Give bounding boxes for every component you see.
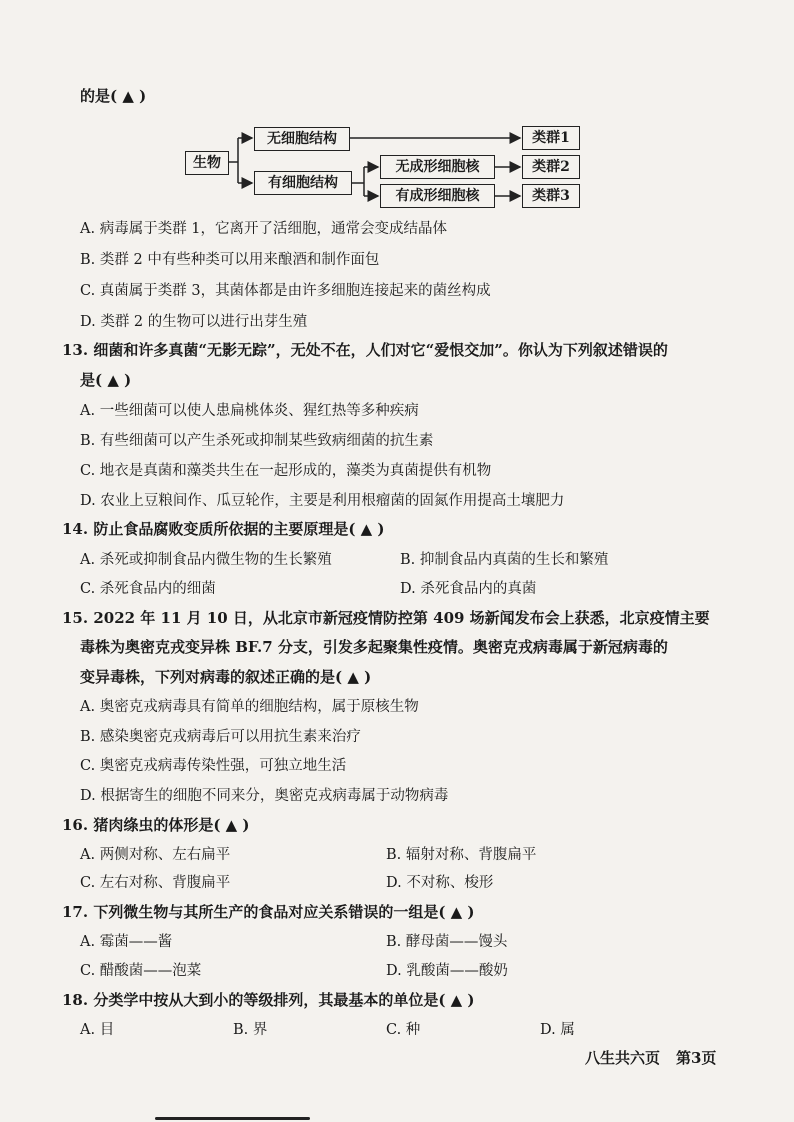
- q15-option-a: A. 奥密克戎病毒具有简单的细胞结构，属于原核生物: [80, 699, 419, 715]
- footer-total-pages: 八生共六页: [585, 1049, 661, 1067]
- question-12-stem-end: 的是( ▲ ): [80, 87, 147, 105]
- diagram-root-box: 生物: [185, 151, 229, 175]
- q18-option-a: A. 目: [80, 1022, 115, 1038]
- q16-option-d: D. 不对称、梭形: [386, 875, 494, 891]
- q12-option-c: C. 真菌属于类群 3，其菌体都是由许多细胞连接起来的菌丝构成: [80, 283, 491, 299]
- diagram-group2-box: 类群2: [522, 155, 580, 179]
- diagram-group1-box: 类群1: [522, 126, 580, 150]
- q13-stem-line1: 13. 细菌和许多真菌“无影无踪”，无处不在，人们对它“爱恨交加”。你认为下列叙述错误的: [62, 341, 668, 359]
- q16-option-a: A. 两侧对称、左右扁平: [80, 847, 231, 863]
- q13-option-a: A. 一些细菌可以使人患扁桃体炎、猩红热等多种疾病: [80, 403, 419, 419]
- diagram-no-nucleus-box: 无成形细胞核: [380, 155, 495, 179]
- diagram-has-cell-box: 有细胞结构: [254, 171, 352, 195]
- q17-stem: 17. 下列微生物与其所生产的食品对应关系错误的一组是( ▲ ): [62, 903, 475, 921]
- q15-option-b: B. 感染奥密克戎病毒后可以用抗生素来治疗: [80, 729, 361, 745]
- scan-edge-mark: [155, 1117, 310, 1120]
- q13-option-c: C. 地衣是真菌和藻类共生在一起形成的，藻类为真菌提供有机物: [80, 463, 492, 479]
- q16-option-b: B. 辐射对称、背腹扁平: [386, 847, 537, 863]
- q17-option-a: A. 霉菌——酱: [80, 934, 173, 950]
- q15-stem-line2: 毒株为奥密克戎变异株 BF.7 分支，引发多起聚集性疫情。奥密克戎病毒属于新冠病毒的: [80, 638, 668, 656]
- q18-option-c: C. 种: [386, 1022, 421, 1038]
- q16-option-c: C. 左右对称、背腹扁平: [80, 875, 231, 891]
- q17-option-b: B. 酵母菌——馒头: [386, 934, 508, 950]
- q18-option-d: D. 属: [540, 1022, 575, 1038]
- q15-option-d: D. 根据寄生的细胞不同来分，奥密克戎病毒属于动物病毒: [80, 788, 449, 804]
- q12-option-b: B. 类群 2 中有些种类可以用来酿酒和制作面包: [80, 252, 380, 268]
- diagram-has-nucleus-box: 有成形细胞核: [380, 184, 495, 208]
- footer-page-number: 第3页: [676, 1049, 717, 1067]
- diagram-group3-box: 类群3: [522, 184, 580, 208]
- q17-option-c: C. 醋酸菌——泡菜: [80, 963, 202, 979]
- diagram-no-cell-box: 无细胞结构: [254, 127, 350, 151]
- q13-stem-line2: 是( ▲ ): [80, 371, 132, 389]
- q12-option-a: A. 病毒属于类群 1，它离开了活细胞，通常会变成结晶体: [80, 221, 448, 237]
- q15-stem-line3: 变异毒株，下列对病毒的叙述正确的是( ▲ ): [80, 668, 372, 686]
- q14-option-b: B. 抑制食品内真菌的生长和繁殖: [400, 552, 609, 568]
- q18-option-b: B. 界: [233, 1022, 268, 1038]
- q12-option-d: D. 类群 2 的生物可以进行出芽生殖: [80, 314, 308, 330]
- q14-option-d: D. 杀死食品内的真菌: [400, 581, 537, 597]
- q17-option-d: D. 乳酸菌——酸奶: [386, 963, 508, 979]
- q13-option-d: D. 农业上豆粮间作、瓜豆轮作，主要是利用根瘤菌的固氮作用提高土壤肥力: [80, 493, 565, 509]
- q14-stem: 14. 防止食品腐败变质所依据的主要原理是( ▲ ): [62, 520, 385, 538]
- q18-stem: 18. 分类学中按从大到小的等级排列，其最基本的单位是( ▲ ): [62, 991, 475, 1009]
- q16-stem: 16. 猪肉绦虫的体形是( ▲ ): [62, 816, 250, 834]
- q15-stem-line1: 15. 2022 年 11 月 10 日，从北京市新冠疫情防控第 409 场新闻发布会上获悉，北京疫情主要: [62, 609, 710, 627]
- q13-option-b: B. 有些细菌可以产生杀死或抑制某些致病细菌的抗生素: [80, 433, 434, 449]
- q14-option-c: C. 杀死食品内的细菌: [80, 581, 216, 597]
- q14-option-a: A. 杀死或抑制食品内微生物的生长繁殖: [80, 552, 332, 568]
- q15-option-c: C. 奥密克戎病毒传染性强，可独立地生活: [80, 758, 347, 774]
